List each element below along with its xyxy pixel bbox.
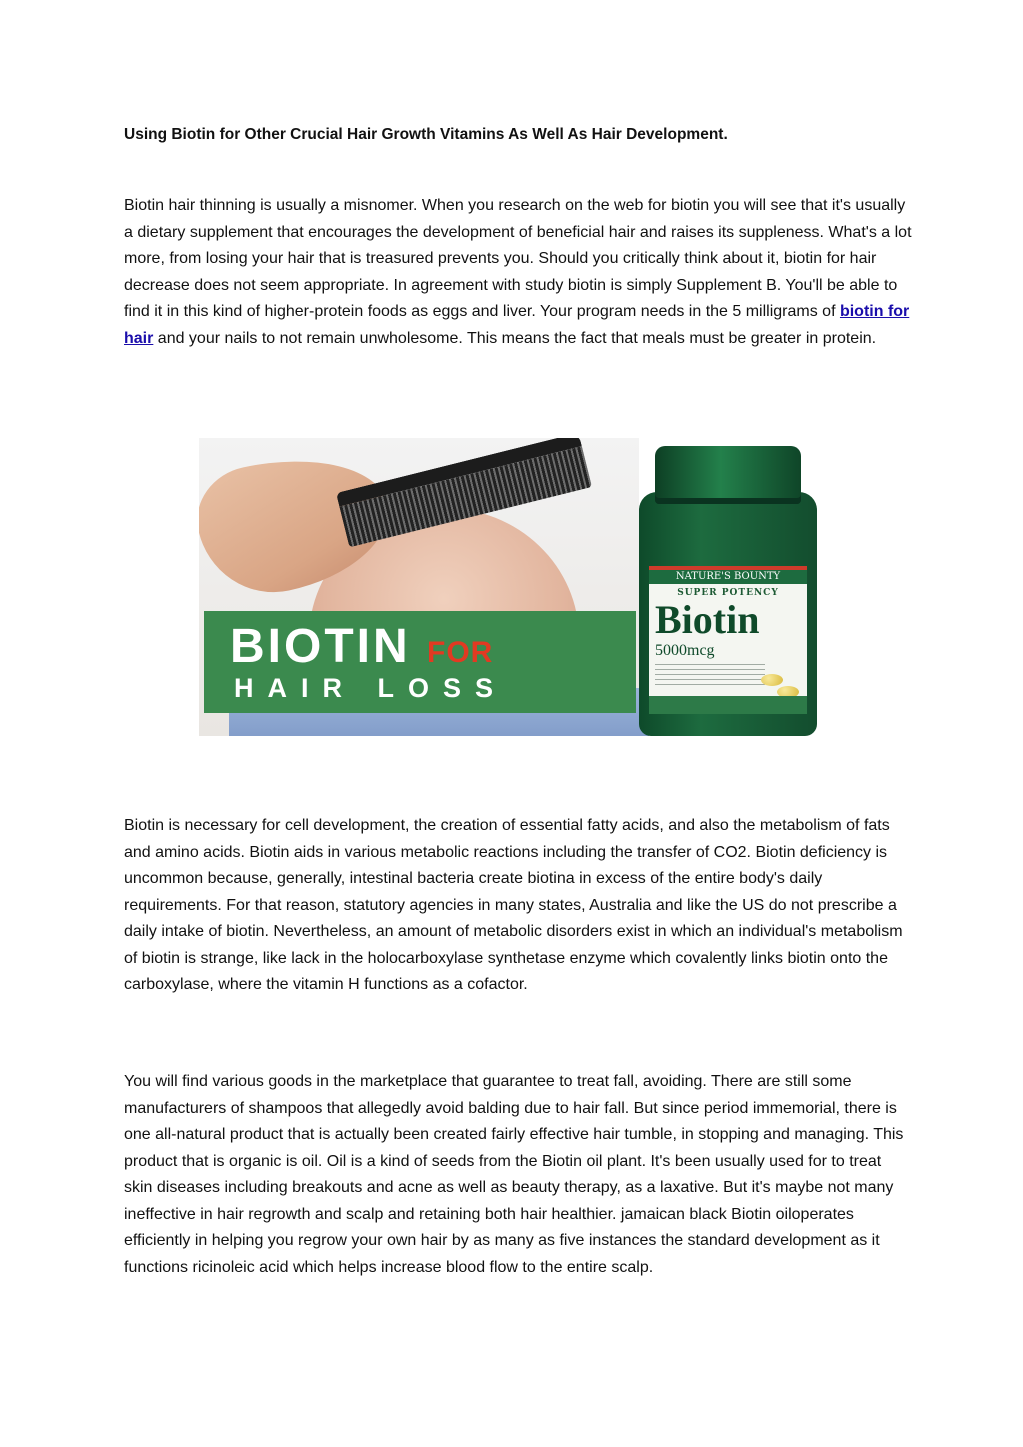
bottle-label-footer	[649, 696, 807, 714]
paragraph-oil-products: You will find various goods in the marketplace that guarantee to treat fall, avoiding. There are still some manufacturers of shampoos that allegedly avoid balding due to hair fall. But since period immemorial, there is one all-natural product that is actually been created fairly effective hair tumble, in stopping and managing. This product that is organic is oil. Oil is a kind of seeds from the Biotin oil plant. It's been usually used for to treat skin diseases including breakouts and acne as well as beauty therapy, as a laxative. But it's maybe not many ineffective in hair regrowth and scalp and retaining both hair healthier. jamaican black Biotin oiloperates efficiently in helping you regrow your own hair by as many as five instances the standard development as it functions ricinoleic acid which helps increase blood flow to the entire scalp.	[124, 1073, 904, 1276]
banner-headline	[230, 619, 493, 681]
biotin-banner	[204, 611, 636, 713]
softgel-icon	[761, 674, 783, 686]
bottle-cap	[655, 446, 801, 504]
bottle-label	[649, 566, 807, 714]
biotin-hair-loss-image	[199, 438, 819, 736]
paragraph-intro	[124, 193, 914, 352]
paragraph-cell-development: Biotin is necessary for cell development, the creation of essential fatty acids, and also the metabolism of fats and amino acids. Biotin aids in various metabolic reactions including the transfer of CO2. Biotin deficiency is uncommon because, generally, intestinal bacteria create biotina in excess of the entire body's daily requirements. For that reason, statutory agencies in many states, Australia and like the US do not prescribe a daily intake of biotin. Nevertheless, an amount of metabolic disorders exist in which an individual's metabolism of biotin is strange, like lack in the holocarboxylase synthetase enzyme which covalently links biotin onto the carboxylase, where the vitamin H functions as a cofactor.	[124, 817, 903, 993]
document-title: Using Biotin for Other Crucial Hair Growth Vitamins As Well As Hair Development.	[124, 126, 728, 143]
bottle-brand: NATURE'S BOUNTY	[649, 570, 807, 584]
banner-word: BIOTIN	[230, 620, 411, 673]
bottle-dose: 5000mcg	[655, 642, 715, 659]
paragraph-intro-text-after: and your nails to not remain unwholesome. This means the fact that meals must be greater in protein.	[153, 329, 877, 347]
bottle-fine-print	[655, 664, 765, 686]
bottle-potency: SUPER POTENCY	[677, 588, 779, 598]
paragraph-intro-text-before: Biotin hair thinning is usually a misnomer. When you research on the web for biotin you will see that it's usually a dietary supplement that encourages the development of beneficial hair and raises its suppleness. What's a lot more, from losing your hair that is treasured prevents you. Should you critically think about it, biotin for hair decrease does not seem appropriate. In agreement with study biotin is simply Supplement B. You'll be able to find it in this kind of higher-protein foods as eggs and liver. Your program needs in the 5 milligrams of	[124, 197, 912, 320]
bottle-product-name: Biotin	[655, 597, 760, 642]
biotin-for-hair-link[interactable]: biotin for hair	[124, 303, 910, 347]
banner-for: FOR	[427, 636, 494, 669]
banner-subtitle: HAIR LOSS	[234, 673, 508, 703]
